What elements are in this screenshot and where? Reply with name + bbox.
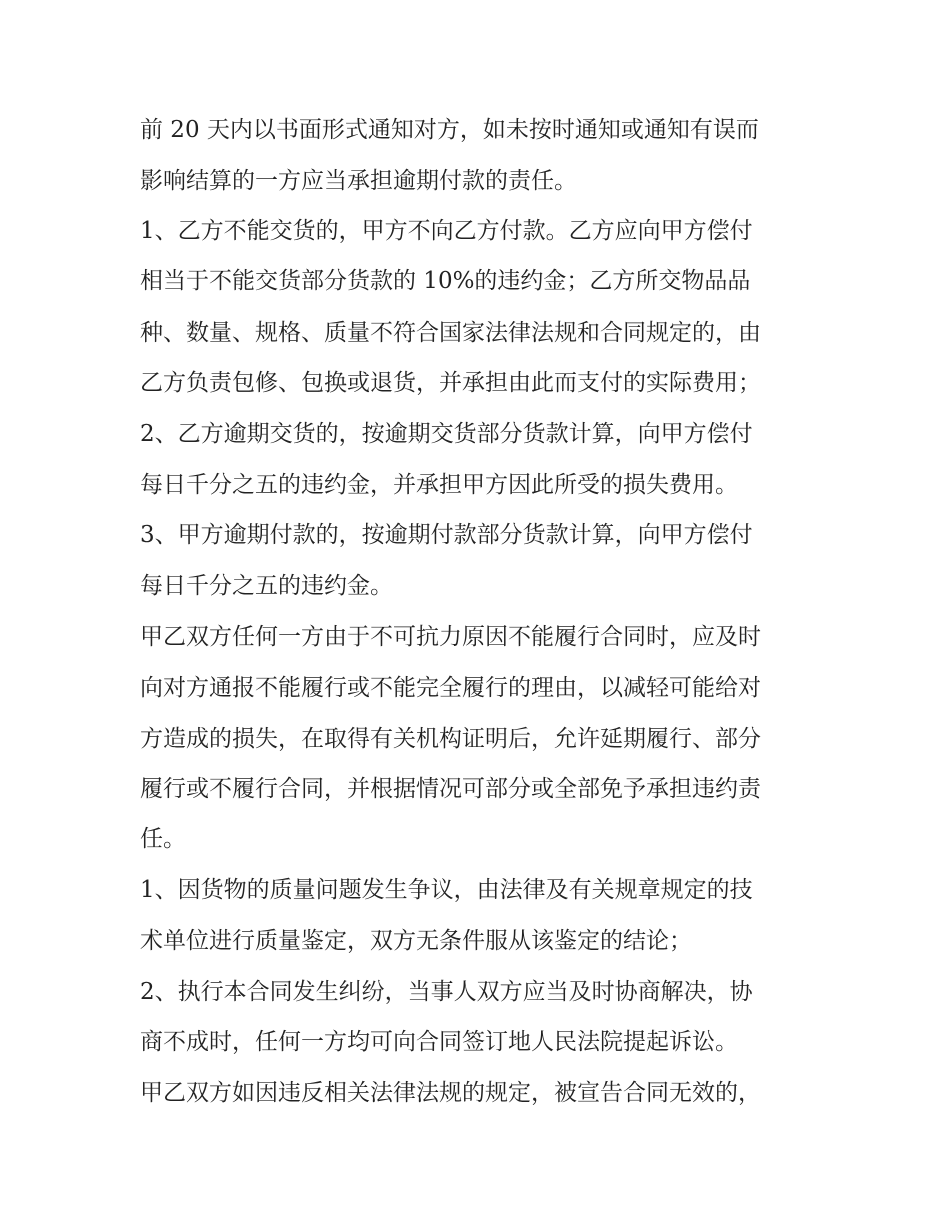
text-line: 每日千分之五的违约金，并承担甲方因此所受的损失费用。 <box>140 472 738 498</box>
text-line: 履行或不履行合同，并根据情况可部分或全部免予承担违约责 <box>140 776 761 802</box>
text-line: 相当于不能交货部分货款的 10%的违约金；乙方所交物品品 <box>140 268 751 294</box>
text-line: 每日千分之五的违约金。 <box>140 573 393 599</box>
text-line: 术单位进行质量鉴定，双方无条件服从该鉴定的结论； <box>140 928 692 954</box>
text-line: 2、乙方逾期交货的，按逾期交货部分货款计算，向甲方偿付 <box>140 421 753 447</box>
text-line: 方造成的损失，在取得有关机构证明后，允许延期履行、部分 <box>140 726 761 752</box>
text-line: 种、数量、规格、质量不符合国家法律法规和合同规定的，由 <box>140 320 761 346</box>
text-line: 向对方通报不能履行或不能完全履行的理由，以减轻可能给对 <box>140 675 761 701</box>
text-line: 2、执行本合同发生纠纷，当事人双方应当及时协商解决，协 <box>140 979 753 1005</box>
text-line: 1、乙方不能交货的，甲方不向乙方付款。乙方应向甲方偿付 <box>140 218 753 244</box>
text-line: 任。 <box>140 826 186 852</box>
text-line: 乙方负责包修、包换或退货，并承担由此而支付的实际费用； <box>140 370 761 396</box>
text-line: 3、甲方逾期付款的，按逾期付款部分货款计算，向甲方偿付 <box>140 522 753 548</box>
text-line: 影响结算的一方应当承担逾期付款的责任。 <box>140 168 577 194</box>
text-line: 甲乙双方任何一方由于不可抗力原因不能履行合同时，应及时 <box>140 624 761 650</box>
text-line: 商不成时，任何一方均可向合同签订地人民法院提起诉讼。 <box>140 1029 738 1055</box>
text-line: 前 20 天内以书面形式通知对方，如未按时通知或通知有误而 <box>140 117 759 143</box>
text-line: 甲乙双方如因违反相关法律法规的规定，被宣告合同无效的， <box>140 1080 761 1106</box>
text-line: 1、因货物的质量问题发生争议，由法律及有关规章规定的技 <box>140 877 753 903</box>
